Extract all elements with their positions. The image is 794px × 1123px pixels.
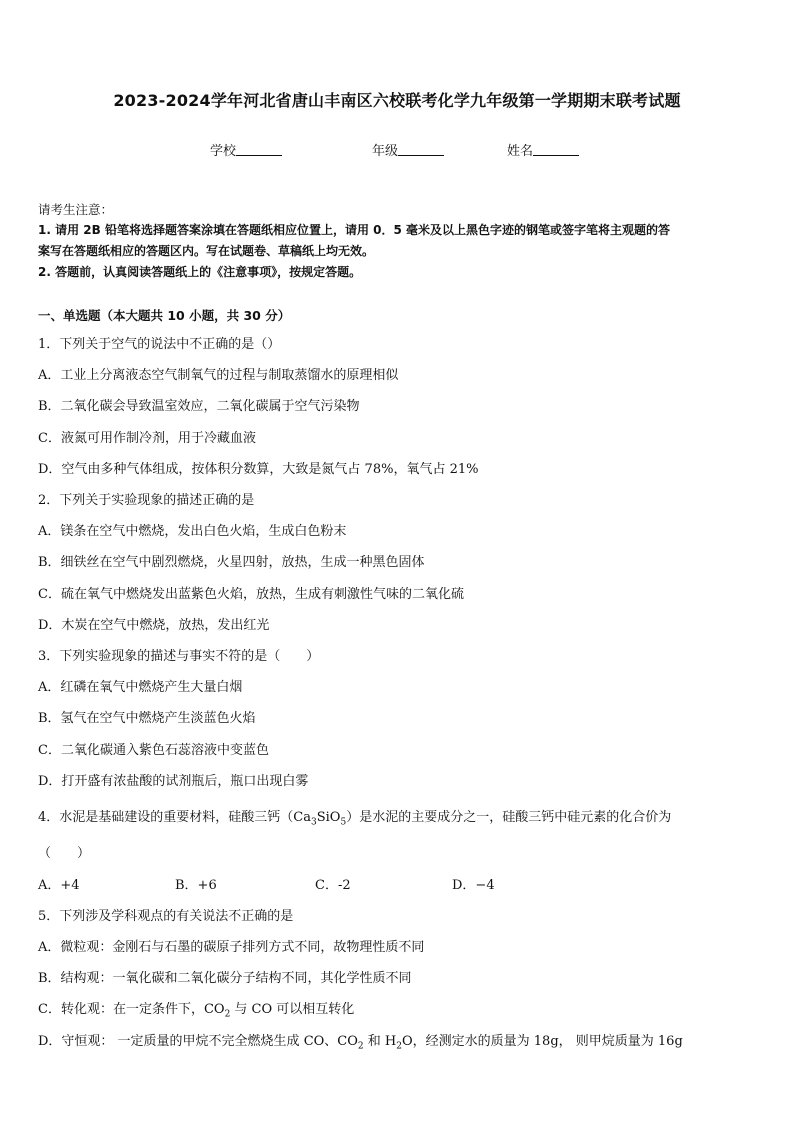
- name-blank[interactable]: [533, 142, 579, 156]
- question-4-stem-after: ）是水泥的主要成分之一，硅酸三钙中硅元素的化合价为: [346, 810, 672, 825]
- section-heading: 一、单选题（本大题共 10 小题，共 30 分）: [38, 308, 291, 323]
- question-1-option-d[interactable]: D．空气由多种气体组成，按体积分数算，大致是氮气占 78%，氧气占 21%: [38, 462, 479, 477]
- question-3-option-d[interactable]: D．打开盛有浓盐酸的试剂瓶后，瓶口出现白雾: [38, 774, 309, 789]
- notice-heading: 请考生注意：: [38, 202, 114, 217]
- question-5-option-d[interactable]: D．守恒观： 一定质量的甲烷不完全燃烧生成 CO、$CO_2$ 和 $H_2O$，经测定水的质量为 18g， 则甲烷质量为 16g: [38, 1034, 683, 1052]
- question-3-stem: 3．下列实验现象的描述与事实不符的是（ ）: [38, 649, 320, 664]
- question-1-option-b[interactable]: B．二氧化碳会导致温室效应，二氧化碳属于空气污染物: [38, 399, 360, 414]
- name-label: 姓名: [507, 144, 534, 159]
- student-info-fields: [0, 140, 794, 160]
- notice-item-1b: 案写在答题纸相应的答题区内。写在试题卷、草稿纸上均无效。: [38, 244, 375, 258]
- question-2-stem: 2．下列关于实验现象的描述正确的是: [38, 493, 255, 508]
- notice-block: [38, 199, 760, 283]
- name-field[interactable]: [507, 140, 579, 159]
- question-4-option-a[interactable]: A．+4: [38, 878, 80, 893]
- question-3-option-c[interactable]: C．二氧化碳通入紫色石蕊溶液中变蓝色: [38, 743, 269, 758]
- school-blank[interactable]: [236, 142, 282, 156]
- grade-label: 年级: [372, 144, 399, 159]
- question-5-option-a[interactable]: A．微粒观：金刚石与石墨的碳原子排列方式不同，故物理性质不同: [38, 940, 425, 955]
- grade-blank[interactable]: [398, 142, 444, 156]
- question-2-option-d[interactable]: D．木炭在空气中燃烧，放热，发出红光: [38, 618, 270, 633]
- question-1-stem: 1．下列关于空气的说法中不正确的是（）: [38, 337, 281, 352]
- question-4-option-b[interactable]: B．+6: [175, 878, 217, 893]
- notice-item-1a: 1. 请用 2B 铅笔将选择题答案涂填在答题纸相应位置上，请用 0．5 毫米及以上黑色字迹的钢笔或签字笔将主观题的答: [38, 223, 670, 237]
- question-4-option-d[interactable]: D．−4: [452, 878, 495, 893]
- question-2-option-a[interactable]: A．镁条在空气中燃烧，发出白色火焰，生成白色粉末: [38, 524, 347, 539]
- question-4-option-c[interactable]: C．-2: [315, 878, 351, 893]
- question-5-option-b[interactable]: B．结构观：一氧化碳和二氧化碳分子结构不同，其化学性质不同: [38, 971, 412, 986]
- calcium-silicate-formula: $Ca_3SiO_5$: [293, 810, 347, 828]
- question-5-stem: 5．下列涉及学科观点的有关说法不正确的是: [38, 909, 294, 924]
- notice-item-2: 2. 答题前，认真阅读答题纸上的《注意事项》，按规定答题。: [38, 265, 362, 279]
- school-field[interactable]: [210, 140, 282, 159]
- question-4-stem-line2: （ ）: [38, 846, 91, 861]
- question-2-option-c[interactable]: C．硫在氧气中燃烧发出蓝紫色火焰，放热，生成有刺激性气味的二氧化硫: [38, 587, 464, 602]
- question-2-option-b[interactable]: B．细铁丝在空气中剧烈燃烧，火星四射，放热，生成一种黑色固体: [38, 555, 425, 570]
- question-5-option-c[interactable]: C．转化观：在一定条件下，$CO_2$ 与 CO 可以相互转化: [38, 1002, 355, 1020]
- question-4-stem: [38, 806, 760, 828]
- exam-title: 2023-2024学年河北省唐山丰南区六校联考化学九年级第一学期期末联考试题: [113, 91, 681, 110]
- question-3-option-b[interactable]: B．氢气在空气中燃烧产生淡蓝色火焰: [38, 711, 256, 726]
- question-1-option-c[interactable]: C．液氮可用作制冷剂，用于冷藏血液: [38, 431, 256, 446]
- grade-field[interactable]: [372, 140, 444, 159]
- question-3-option-a[interactable]: A．红磷在氧气中燃烧产生大量白烟: [38, 680, 243, 695]
- school-label: 学校: [210, 144, 237, 159]
- question-4-stem-before: 4．水泥是基础建设的重要材料，硅酸三钙（: [38, 810, 294, 825]
- question-1-option-a[interactable]: A．工业上分离液态空气制氧气的过程与制取蒸馏水的原理相似: [38, 368, 399, 383]
